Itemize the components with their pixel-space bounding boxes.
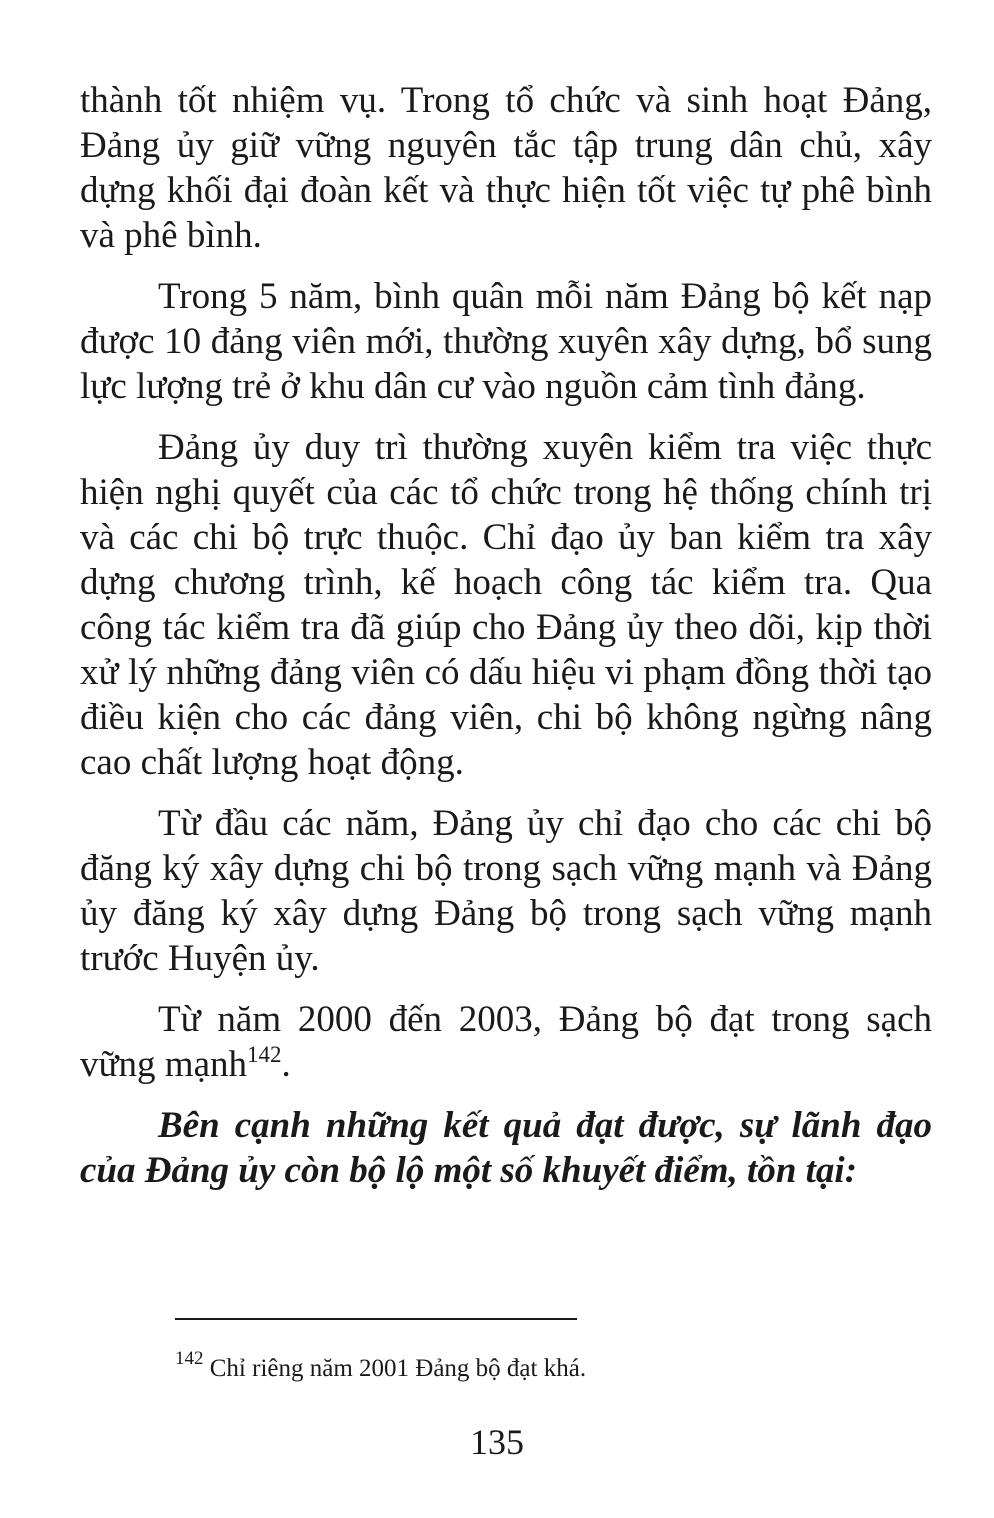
paragraph-4: Từ đầu các năm, Đảng ủy chỉ đạo cho các chi bộ đăng ký xây dựng chi bộ trong sạch vững mạnh và Đảng ủy đăng ký xây dựng Đảng bộ trong sạch vững mạnh trước Huyện ủy. xyxy=(80,803,932,979)
paragraph-5 xyxy=(80,997,932,1087)
paragraph-2: Trong 5 năm, bình quân mỗi năm Đảng bộ kết nạp được 10 đảng viên mới, thường xuyên xây dựng, bổ sung lực lượng trẻ ở khu dân cư vào nguồn cảm tình đảng. xyxy=(80,276,932,407)
paragraph-5-end: . xyxy=(281,1044,291,1085)
paragraph-1: thành tốt nhiệm vụ. Trong tổ chức và sinh hoạt Đảng, Đảng ủy giữ vững nguyên tắc tập trung dân chủ, xây dựng khối đại đoàn kết và thực hiện tốt việc tự phê bình và phê bình. xyxy=(80,80,932,256)
emphasis-paragraph: Bên cạnh những kết quả đạt được, sự lãnh đạo của Đảng ủy còn bộ lộ một số khuyết điểm, tồn tại: xyxy=(80,1105,932,1191)
page-number: 135 xyxy=(470,1422,524,1462)
paragraph-5-text: Từ năm 2000 đến 2003, Đảng bộ đạt trong sạch vững mạnh xyxy=(80,999,932,1085)
page-body xyxy=(80,78,932,1209)
footnote xyxy=(175,1348,587,1385)
paragraph-3: Đảng ủy duy trì thường xuyên kiểm tra việc thực hiện nghị quyết của các tổ chức trong hệ thống chính trị và các chi bộ trực thuộc. Chỉ đạo ủy ban kiểm tra xây dựng chương trình, kế hoạch công tác kiểm tra. Qua công tác kiểm tra đã giúp cho Đảng ủy theo dõi, kịp thời xử lý những đảng viên có dấu hiệu vi phạm đồng thời tạo điều kiện cho các đảng viên, chi bộ không ngừng nâng cao chất lượng hoạt động. xyxy=(80,427,932,783)
footnote-text: Chỉ riêng năm 2001 Đảng bộ đạt khá. xyxy=(203,1355,587,1382)
footnote-reference[interactable]: 142 xyxy=(247,1042,282,1067)
footnote-divider xyxy=(175,1318,577,1320)
footnote-number: 142 xyxy=(175,1348,204,1369)
